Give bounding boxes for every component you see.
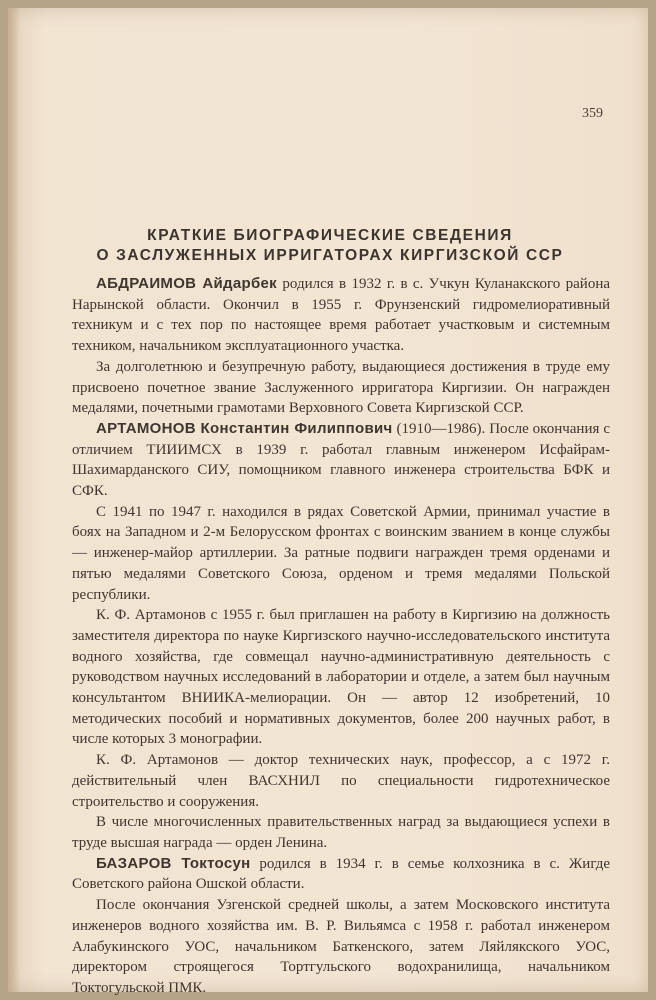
paragraph-text: К. Ф. Артамонов с 1955 г. был приглашен на работу в Киргизию на должность заместителя директора по науке Киргизского научно-исследовательского института водного хозяйства, где совмещал научно-административную деятельность с руководством научных исследований в лаборатории и отделе, а затем был научным консультантом ВНИИКА-мелиорации. Он — автор 12 изобретений, 10 методических пособий и нормативных документов, более 200 научных работ, в числе которых 3 монографии. — [72, 607, 610, 748]
paragraph — [72, 750, 610, 812]
paragraph — [72, 605, 610, 750]
paragraph — [72, 357, 610, 419]
paragraph-text: К. Ф. Артамонов — доктор технических наук, профессор, а с 1972 г. действительный член ВАСХНИЛ по специальности гидротехническое строительство и сооружения. — [72, 752, 610, 810]
paragraph-text: В числе многочисленных правительственных наград за выдающиеся успехи в труде высшая награда — орден Ленина. — [72, 814, 610, 851]
paragraph — [72, 812, 610, 853]
person-name: БАЗАРОВ Токтосун — [96, 854, 251, 872]
biography-text — [72, 274, 610, 999]
paragraph — [72, 274, 610, 357]
paragraph — [72, 502, 610, 606]
paragraph — [72, 854, 610, 895]
person-name: АРТАМОНОВ Константин Филиппович — [96, 419, 393, 437]
page-number: 359 — [582, 106, 603, 121]
person-name: АБДРАИМОВ Айдарбек — [96, 275, 277, 292]
paragraph-text: родился в 1934 г. в семье колхозника в с. Жигде Советского района Ошской области. — [72, 855, 611, 893]
paragraph-text: родился в 1932 г. в с. Учкун Куланакского района Нарынской области. Окончил в 1955 г. Фрунзенский гидромелиоративный техникум и с тех пор по настоящее время работает участковым и системным техником, начальником эксплуатационного участка. — [72, 276, 610, 355]
paragraph-text: С 1941 по 1947 г. находился в рядах Советской Армии, принимал участие в боях на Западном и 2-м Белорусском фронтах с воинским званием в конце службы — инженер-майор артиллерии. За ратные подвиги награжден тремя орденами и пятью медалями Советского Союза, орденом и тремя медалями Польской республики. — [72, 503, 610, 603]
title-line-2: О ЗАСЛУЖЕННЫХ ИРРИГАТОРАХ КИРГИЗСКОЙ ССР — [96, 247, 564, 264]
paragraph-text: (1910—1986). После окончания с отличием ТИИИМСХ в 1939 г. работал главным инженером Исфайрам-Шахимарданского СИУ, помощником главного инженера строительства БФК и СФК. — [72, 420, 611, 500]
paragraph — [72, 419, 610, 502]
page-title — [60, 226, 600, 266]
paragraph — [72, 895, 610, 999]
title-line-1: КРАТКИЕ БИОГРАФИЧЕСКИЕ СВЕДЕНИЯ — [147, 227, 513, 244]
paragraph-text: После окончания Узгенской средней школы, а затем Московского института инженеров водного хозяйства им. В. Р. Вильямса с 1958 г. работал инженером Алабукинского УОС, начальником Баткенского, затем Ляйлякского УОС, директором строящегося Тортгульского водохранилища, начальником Токтогульской ПМК. — [72, 897, 610, 996]
page-spine-shadow — [8, 8, 20, 992]
paragraph-text: За долголетнюю и безупречную работу, выдающиеся достижения в труде ему присвоено почетное звание Заслуженного ирригатора Киргизии. Он награжден медалями, почетными грамотами Верховного Совета Киргизской ССР. — [72, 358, 610, 417]
